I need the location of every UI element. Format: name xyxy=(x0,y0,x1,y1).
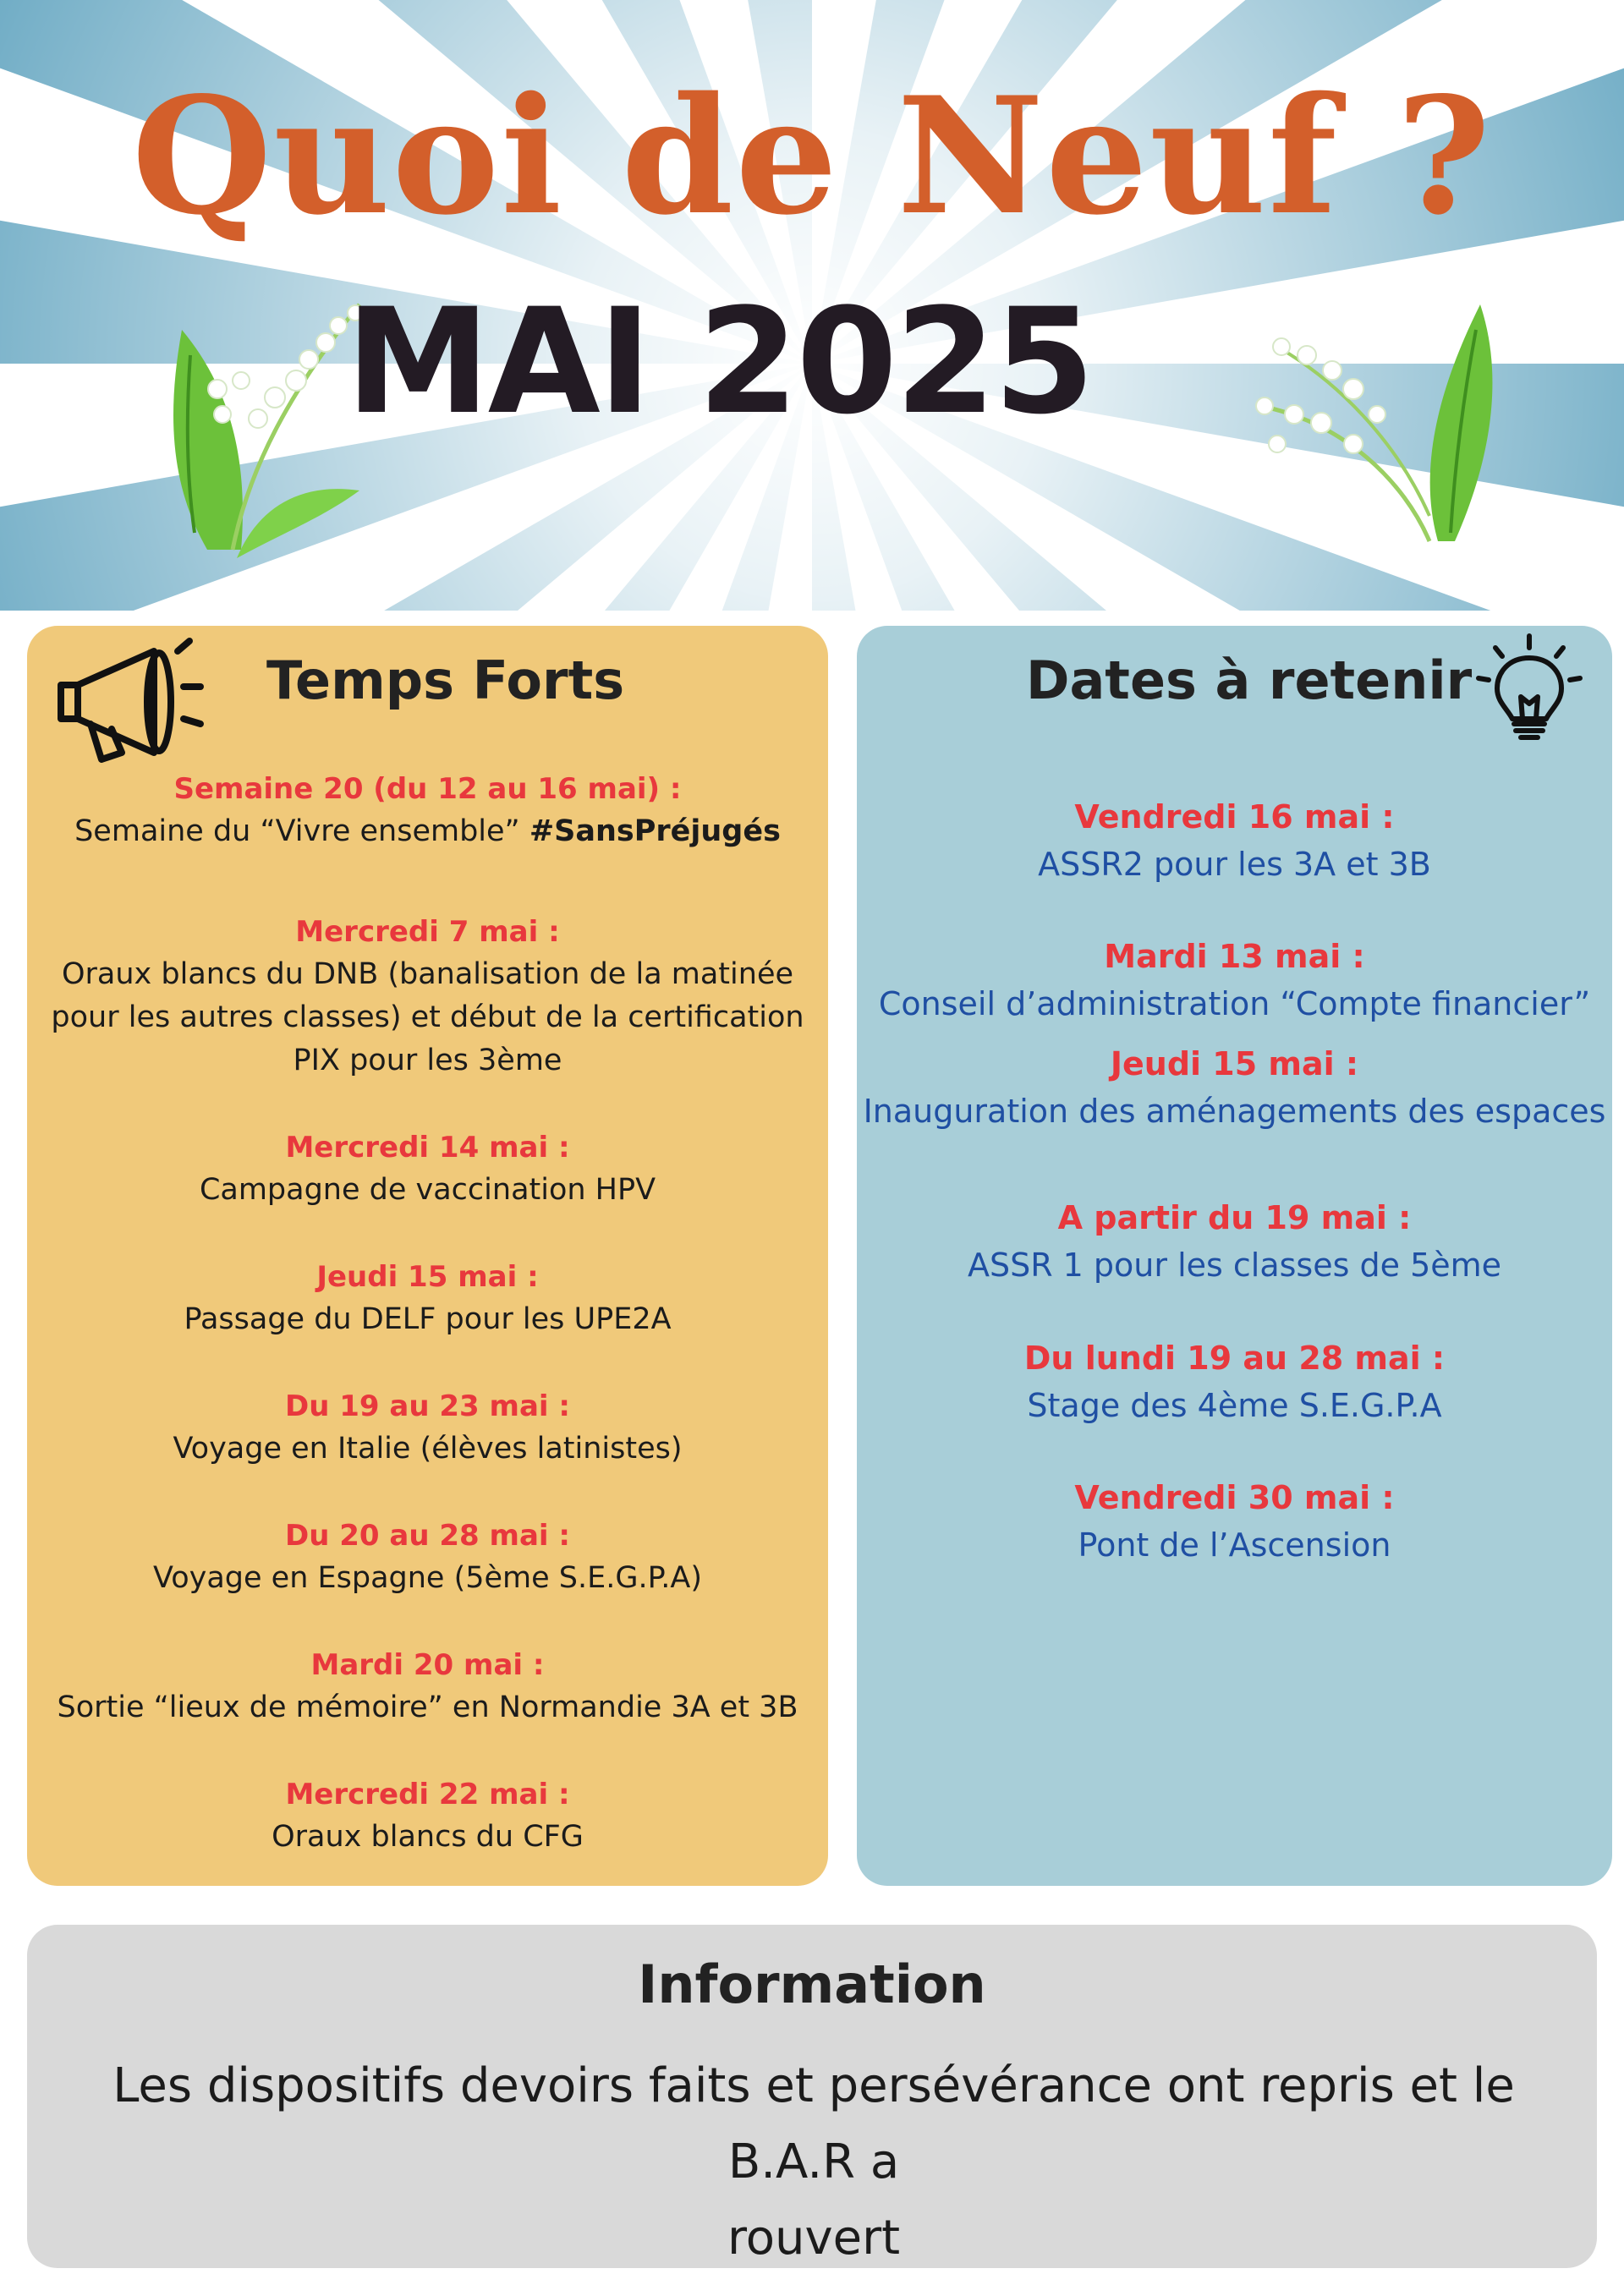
header-banner xyxy=(0,0,1624,611)
event-description-line: PIX pour les 3ème xyxy=(293,1044,562,1077)
event-date: Du 20 au 28 mai : xyxy=(284,1519,570,1553)
event-item xyxy=(27,1256,828,1341)
date-label: Vendredi 30 mai : xyxy=(1074,1479,1395,1516)
megaphone-icon xyxy=(44,634,205,770)
event-date: Mercredi 7 mai : xyxy=(295,915,560,949)
date-description: ASSR 1 pour les classes de 5ème xyxy=(967,1247,1502,1284)
newsletter-title: Quoi de Neuf ? xyxy=(131,62,1493,250)
event-date: Mercredi 22 mai : xyxy=(285,1778,570,1811)
dates-a-retenir-heading: Dates à retenir xyxy=(1026,649,1473,711)
event-description: Passage du DELF pour les UPE2A xyxy=(184,1302,672,1336)
event-description-line: Oraux blancs du DNB (banalisation de la matinée xyxy=(61,957,794,991)
date-item xyxy=(857,1040,1612,1135)
lightbulb-icon xyxy=(1470,626,1588,744)
date-label: Vendredi 16 mai : xyxy=(1074,798,1395,836)
event-date: Du 19 au 23 mai : xyxy=(284,1389,570,1423)
event-description: Sortie “lieux de mémoire” en Normandie 3A et 3B xyxy=(57,1690,798,1724)
event-item xyxy=(27,1644,828,1729)
temps-forts-heading: Temps Forts xyxy=(266,649,625,711)
event-item xyxy=(27,1515,828,1600)
date-item xyxy=(857,793,1612,888)
date-label: Jeudi 15 mai : xyxy=(1110,1045,1359,1082)
information-panel xyxy=(27,1925,1597,2268)
event-date: Semaine 20 (du 12 au 16 mai) : xyxy=(173,772,682,806)
date-item xyxy=(857,1194,1612,1289)
event-hashtag: #SansPréjugés xyxy=(529,814,781,848)
date-item xyxy=(857,933,1612,1027)
event-description: Oraux blancs du CFG xyxy=(272,1820,584,1854)
month-title: MAI 2025 xyxy=(345,277,1093,447)
event-description: Campagne de vaccination HPV xyxy=(199,1173,656,1207)
information-line: rouvert xyxy=(727,2211,901,2266)
temps-forts-panel xyxy=(27,626,828,1886)
event-date: Jeudi 15 mai : xyxy=(316,1260,539,1294)
event-item xyxy=(27,911,828,1082)
date-description: Conseil d’administration “Compte financier” xyxy=(878,985,1591,1022)
event-date: Mardi 20 mai : xyxy=(310,1648,545,1682)
dates-a-retenir-panel xyxy=(857,626,1612,1886)
event-item xyxy=(27,1126,828,1212)
event-item xyxy=(27,1773,828,1859)
date-label: Mardi 13 mai : xyxy=(1104,938,1365,975)
date-description: ASSR2 pour les 3A et 3B xyxy=(1038,846,1431,883)
information-text xyxy=(78,2048,1550,2277)
date-item xyxy=(857,1334,1612,1429)
event-date: Mercredi 14 mai : xyxy=(285,1131,570,1164)
event-description: Voyage en Espagne (5ème S.E.G.P.A) xyxy=(152,1561,702,1595)
date-label: A partir du 19 mai : xyxy=(1057,1199,1412,1236)
event-description: Voyage en Italie (élèves latinistes) xyxy=(173,1432,683,1466)
date-description: Inauguration des aménagements des espaces xyxy=(863,1093,1606,1130)
date-item xyxy=(857,1474,1612,1569)
event-item xyxy=(27,768,828,853)
event-item xyxy=(27,1385,828,1471)
information-line: Les dispositifs devoirs faits et persévérance ont repris et le B.A.R a xyxy=(112,2058,1515,2189)
event-text: Semaine du “Vivre ensemble” xyxy=(74,814,529,848)
event-description-line: pour les autres classes) et début de la certification xyxy=(51,1000,804,1034)
date-description: Pont de l’Ascension xyxy=(1078,1526,1391,1564)
information-heading: Information xyxy=(638,1954,986,2015)
date-description: Stage des 4ème S.E.G.P.A xyxy=(1027,1387,1442,1424)
event-description xyxy=(27,810,828,853)
date-label: Du lundi 19 au 28 mai : xyxy=(1023,1340,1446,1377)
